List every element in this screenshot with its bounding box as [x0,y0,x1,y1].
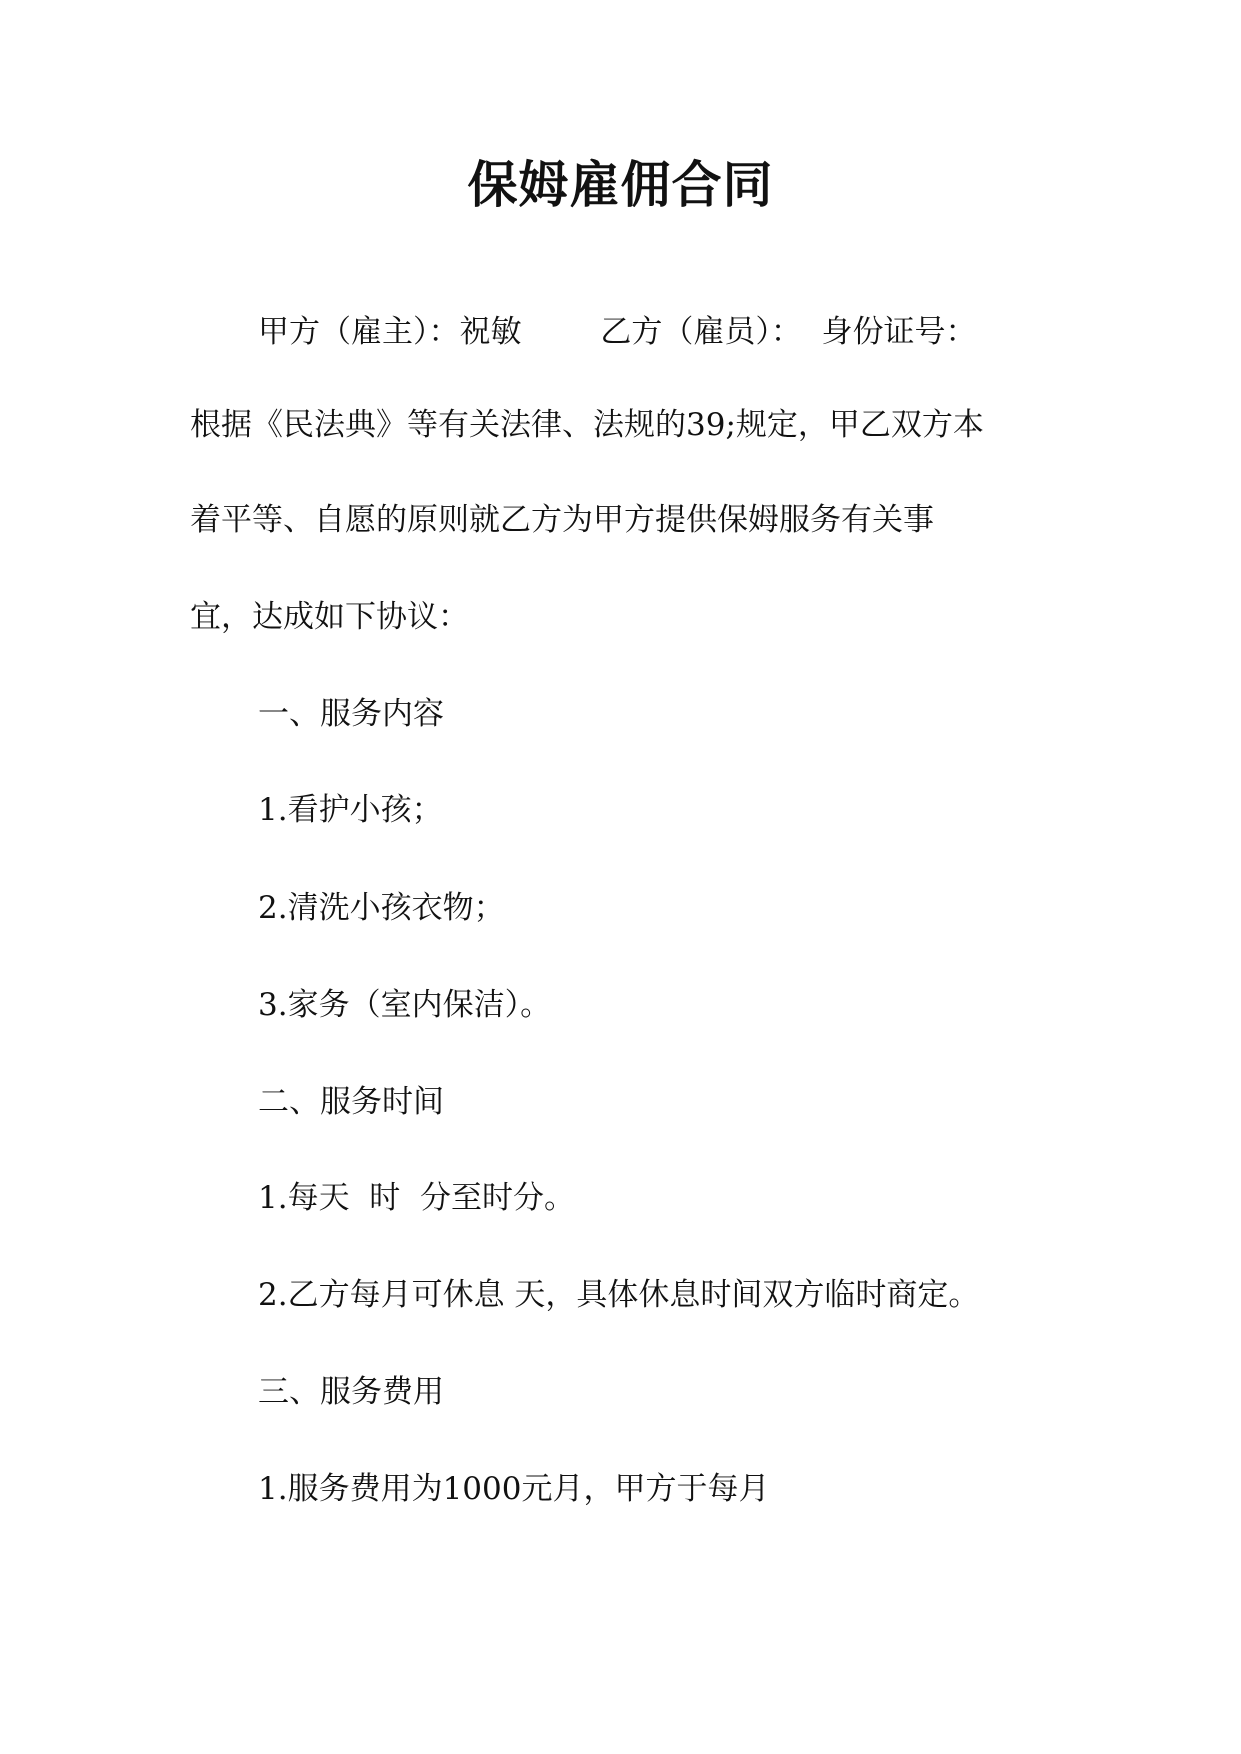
fee-item-1: 1.服务费用为1000元月，甲方于每月 [258,1471,770,1507]
parties-line: 甲方（雇主）：祝敏 乙方（雇员）： 身份证号： [258,314,977,350]
time-item-1: 1.每天 时 分至时分。 [258,1180,575,1216]
preamble-line-3: 宜，达成如下协议： [190,599,469,635]
service-item-2: 2.清洗小孩衣物； [258,890,505,926]
service-item-3: 3.家务（室内保洁）。 [258,987,552,1023]
service-item-1: 1.看护小孩； [258,792,443,828]
section-heading-service-content: 一、服务内容 [258,696,444,732]
section-heading-service-time: 二、服务时间 [258,1084,444,1120]
time-item-2: 2.乙方每月可休息 天，具体休息时间双方临时商定。 [258,1277,980,1313]
preamble-line-1: 根据《民法典》等有关法律、法规的39;规定，甲乙双方本 [190,407,984,443]
document-title: 保姆雇佣合同 [467,156,774,214]
section-heading-service-fee: 三、服务费用 [258,1374,444,1410]
preamble-line-2: 着平等、自愿的原则就乙方为甲方提供保姆服务有关事 [190,502,934,538]
